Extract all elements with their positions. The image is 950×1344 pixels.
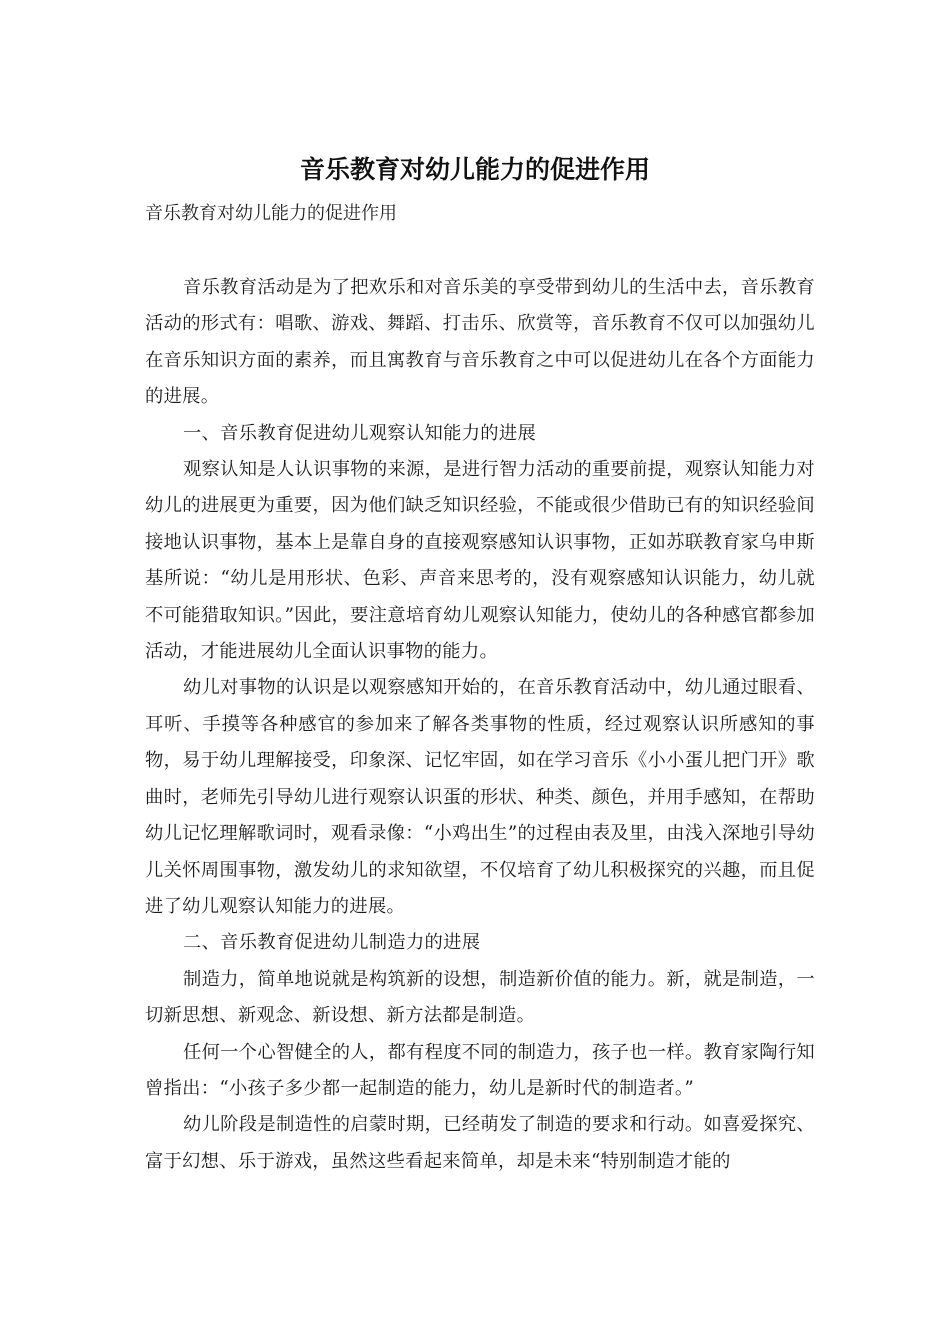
body-paragraph: 制造力，简单地说就是构筑新的设想，制造新价值的能力。新，就是制造，一切新思想、新观念、新设想、新方法都是制造。 [145,968,815,1027]
document-title: 音乐教育对幼儿能力的促进作用 [299,155,650,184]
body-paragraph: 幼儿阶段是制造性的启蒙时期，已经萌发了制造的要求和行动。如喜爱探究、富于幻想、乐于游戏，虽然这些看起来简单，却是未来“特别制造才能的 [145,1114,815,1172]
body-paragraph: 观察认知是人认识事物的来源，是进行智力活动的重要前提，观察认知能力对幼儿的进展更为重要，因为他们缺乏知识经验，不能或很少借助已有的知识经验间接地认识事物，基本上是靠自身的直接观察感知认识事物，正如苏联教育家乌申斯基所说：“幼儿是用形状、色彩、声音来思考的，没有观察感知认识能力，幼儿就不可能猎取知识。”因此，要注意培育幼儿观察认知能力，使幼儿的各种感官都参加活动，才能进展幼儿全面认识事物的能力。 [145,459,815,663]
body-paragraph: 幼儿对事物的认识是以观察感知开始的，在音乐教育活动中，幼儿通过眼看、耳听、手摸等各种感官的参加来了解各类事物的性质，经过观察认识所感知的事物，易于幼儿理解接受，印象深、记忆牢固，如在学习音乐《小小蛋儿把门开》歌曲时，老师先引导幼儿进行观察认识蛋的形状、种类、颜色，并用手感知，在帮助幼儿记忆理解歌词时，观看录像：“小鸡出生”的过程由表及里，由浅入深地引导幼儿关怀周围事物，激发幼儿的求知欲望，不仅培育了幼儿积极探究的兴趣，而且促进了幼儿观察认知能力的进展。 [145,677,815,917]
section-heading-1: 一、音乐教育促进幼儿观察认知能力的进展 [183,422,537,444]
body-paragraph: 任何一个心智健全的人，都有程度不同的制造力，孩子也一样。教育家陶行知曾指出：“小孩子多少都一起制造的能力，幼儿是新时代的制造者。” [145,1041,815,1099]
section-heading-2: 二、音乐教育促进幼儿制造力的进展 [183,932,481,954]
body-paragraph-intro: 音乐教育活动是为了把欢乐和对音乐美的享受带到幼儿的生活中去，音乐教育活动的形式有：唱歌、游戏、舞蹈、打击乐、欣赏等，音乐教育不仅可以加强幼儿在音乐知识方面的素养，而且寓教育与音乐教育之中可以促进幼儿在各个方面能力的进展。 [145,277,815,408]
document-body [145,270,815,1180]
document-subtitle: 音乐教育对幼儿能力的促进作用 [145,203,397,224]
